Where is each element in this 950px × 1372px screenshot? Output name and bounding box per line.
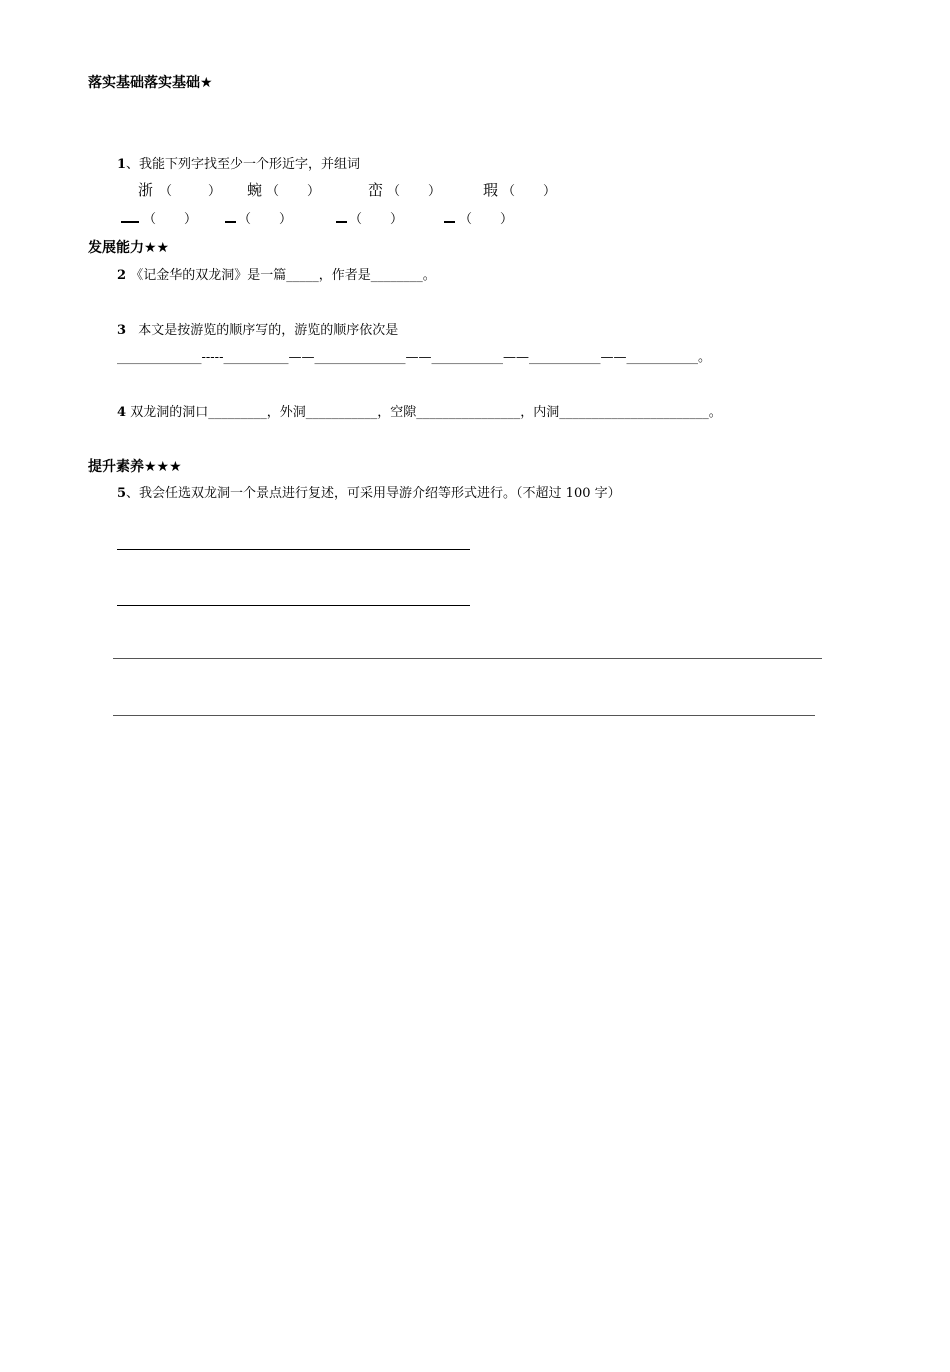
blank-item[interactable]: （ ） [444,208,513,227]
question-1-number: 1 [117,157,127,172]
question-2-text: 《记金华的双龙洞》是一篇_____，作者是________。 [130,268,436,283]
answer-line[interactable] [117,549,470,550]
char-item: 瑕 （ ） [483,181,557,199]
question-3-text: 本文是按游览的顺序写的，游览的顺序依次是 [138,323,399,338]
char-item: 峦 （ ） [368,181,442,199]
question-1-text: 、我能下列字找至少一个形近字，并组词 [126,157,361,172]
question-2-number: 2 [117,268,127,283]
blank-item[interactable]: （ ） [225,208,292,227]
blank-item[interactable]: （ ） [336,208,403,227]
question-5-text: 、我会任选双龙洞一个景点进行复述，可采用导游介绍等形式进行。（不超过 100 字） [126,486,621,501]
question-3-sequence[interactable]: _____________-----__________——______________——___________——___________——___________。 [117,350,711,365]
question-4-text: 双龙洞的洞口_________，外洞___________，空隙________________，内洞_______________________。 [130,405,722,420]
blank-item[interactable]: （ ） [121,208,197,227]
answer-line[interactable] [113,715,815,716]
answer-line[interactable] [117,605,470,606]
question-4 [117,401,722,420]
question-4-number: 4 [117,405,127,420]
question-5-number: 5 [117,486,127,501]
question-3-number: 3 [117,323,127,338]
char-item: 蜿 （ ） [247,181,321,199]
question-5 [117,482,621,501]
blank-row [121,208,541,228]
question-3 [117,319,398,338]
section-heading-quality: 提升素养★★★ [88,459,182,475]
section-heading-basic: 落实基础落实基础★ [88,75,213,91]
section-heading-ability: 发展能力★★ [88,240,170,256]
question-2 [117,264,436,283]
question-1 [117,153,360,172]
char-item: 浙 （ ） [138,181,222,199]
answer-line[interactable] [113,658,822,659]
